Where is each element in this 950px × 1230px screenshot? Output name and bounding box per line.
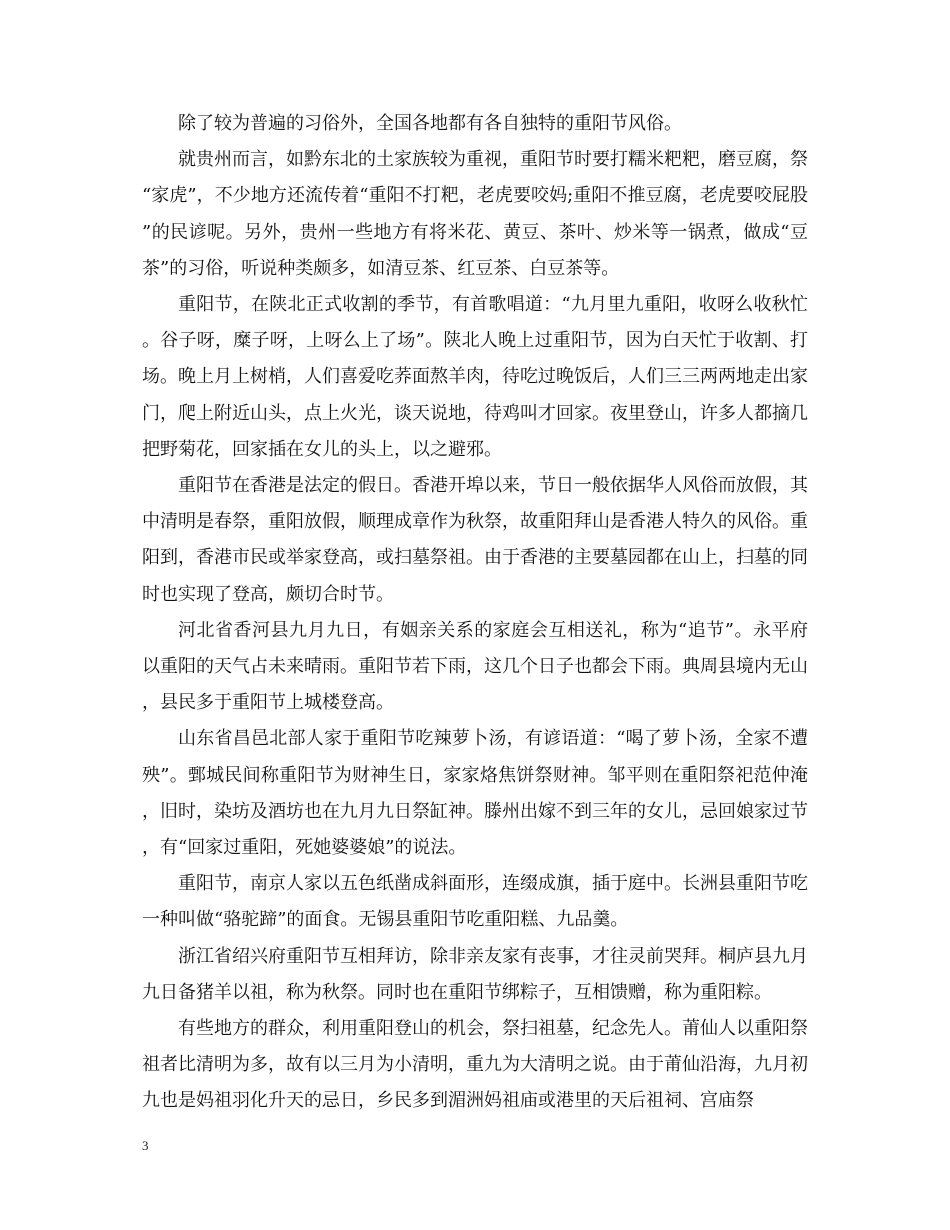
- paragraph: 浙江省绍兴府重阳节互相拜访，除非亲友家有丧事，才往灵前哭拜。桐庐县九月九日备猪羊以祖，称为秋祭。同时也在重阳节绑粽子，互相馈赠，称为重阳粽。: [142, 945, 808, 1003]
- page-number: 3: [142, 1138, 149, 1153]
- paragraph: 重阳节，南京人家以五色纸凿成斜面形，连缀成旗，插于庭中。长洲县重阳节吃一种叫做“骆驼蹄”的面食。无锡县重阳节吃重阳糕、九品羹。: [142, 873, 808, 931]
- paragraph: 除了较为普遍的习俗外，全国各地都有各自独特的重阳节风俗。: [178, 113, 682, 134]
- paragraph: 有些地方的群众，利用重阳登山的机会，祭扫祖墓，纪念先人。莆仙人以重阳祭祖者比清明为多，故有以三月为小清明，重九为大清明之说。由于莆仙沿海，九月初九也是妈祖羽化升天的忌日，乡民多到湄洲妈祖庙或港里的天后祖祠、宫庙祭: [142, 1018, 808, 1112]
- body-text: [142, 106, 808, 1120]
- paragraph: 就贵州而言，如黔东北的土家族较为重视，重阳节时要打糯米粑粑，磨豆腐，祭“家虎”，不少地方还流传着“重阳不打粑，老虎要咬妈;重阳不推豆腐，老虎要咬屁股”的民谚呢。另外，贵州一些地方有将米花、黄豆、茶叶、炒米等一锅煮，做成“豆茶”的习俗，听说种类颇多，如清豆茶、红豆茶、白豆茶等。: [142, 149, 808, 279]
- paragraph: 山东省昌邑北部人家于重阳节吃辣萝卜汤，有谚语道：“喝了萝卜汤，全家不遭殃”。鄄城民间称重阳节为财神生日，家家烙焦饼祭财神。邹平则在重阳祭祀范仲淹，旧时，染坊及酒坊也在九月九日祭缸神。滕州出嫁不到三年的女儿，忌回娘家过节，有“回家过重阳，死她婆婆娘”的说法。: [142, 728, 808, 859]
- paragraph: 重阳节在香港是法定的假日。香港开埠以来，节日一般依据华人风俗而放假，其中清明是春祭，重阳放假，顺理成章作为秋祭，故重阳拜山是香港人特久的风俗。重阳到，香港市民或举家登高，或扫墓祭祖。由于香港的主要墓园都在山上，扫墓的同时也实现了登高，颇切合时节。: [142, 475, 808, 605]
- paragraph: 河北省香河县九月九日，有姻亲关系的家庭会互相送礼，称为“追节”。永平府以重阳的天气占未来晴雨。重阳节若下雨，这几个日子也都会下雨。典周县境内无山，县民多于重阳节上城楼登高。: [142, 619, 808, 714]
- paragraph: 重阳节，在陕北正式收割的季节，有首歌唱道：“九月里九重阳，收呀么收秋忙。谷子呀，糜子呀，上呀么上了场”。陕北人晚上过重阳节，因为白天忙于收割、打场。晚上月上树梢，人们喜爱吃荞面熬羊肉，待吃过晚饭后，人们三三两两地走出家门，爬上附近山头，点上火光，谈天说地，待鸡叫才回家。夜里登山，许多人都摘几把野菊花，回家插在女儿的头上，以之避邪。: [142, 294, 808, 460]
